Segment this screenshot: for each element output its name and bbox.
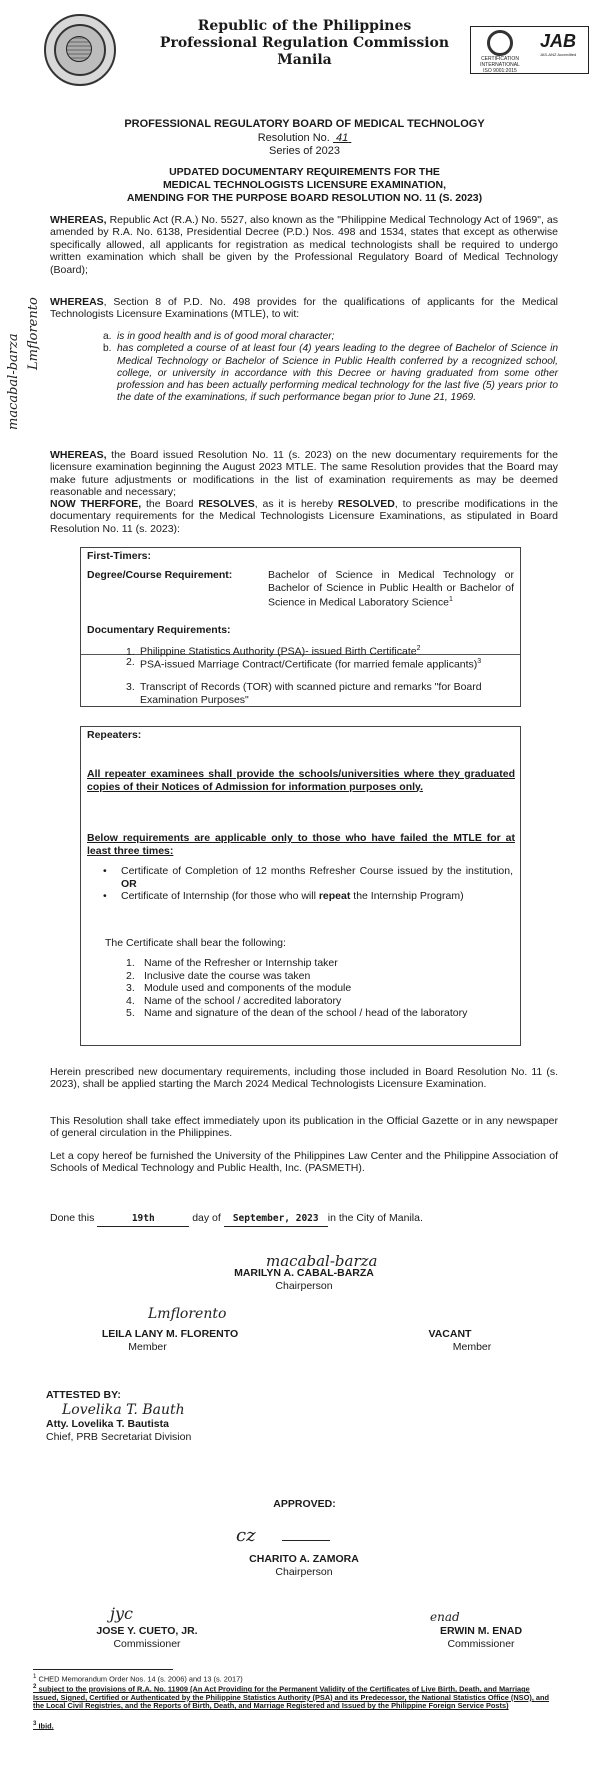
attested-signature: Lovelika T. Bauth	[62, 1402, 185, 1418]
list-item-text: is in good health and is of good moral character;	[117, 331, 335, 342]
list-item-text: has completed a course of at least four (4) years leading to the degree of Bachelor of Science in Medical Technology or Bachelor of Science in Public Health conferred by a recognized school, college, or university in accordance with this Decree or having graduated from some other profession and has been actually performing medical technology for the last five (5) years prior to the date of the examinations, if such performance began prior to June 21, 1969.	[117, 343, 558, 404]
whereas-3-lead: WHEREAS,	[50, 449, 107, 461]
footnote-1-text: CHED Memorandum Order Nos. 14 (s. 2006) and 13 (s. 2017)	[38, 1674, 243, 1684]
cert1-or: OR	[121, 877, 137, 890]
repeaters-heading: Repeaters:	[87, 729, 142, 741]
repeaters-notice: All repeater examinees shall provide the schools/universities where they graduated copies of their Notices of Admission for information purposes only.	[87, 768, 515, 793]
resolves-mid1: the Board	[141, 498, 199, 510]
doc-num: 2.	[126, 656, 135, 668]
signature-stroke	[282, 1540, 330, 1541]
resolves-lead: NOW THERFORE,	[50, 498, 142, 510]
first-timers-heading: First-Timers:	[87, 550, 151, 562]
list-item	[103, 343, 558, 404]
iso-cert-logo	[475, 30, 525, 74]
cert2-post: the Internship Program)	[350, 890, 464, 902]
cert-requirement-2	[103, 890, 513, 903]
done-post: in the City of Manila.	[327, 1212, 423, 1224]
doc-item-2	[126, 656, 506, 671]
chair-role: Chairperson	[275, 1280, 333, 1292]
resolves-word: RESOLVES	[198, 498, 255, 510]
jab-mark: JAB	[539, 31, 576, 51]
whereas-1-text: Republic Act (R.A.) No. 5527, also known as the "Philippine Medical Technology Act of 1969", as amended by R.A. No. 6138, Presidential Decree (P.D.) Nos. 498 and 1534, states that except as otherwise specifically allowed, all applicants for registration as medical technologists shall be required to undergo written examination which shall be given by the Professional Regulatory Board of Medical Technology (Board);	[50, 214, 558, 276]
footnote-1-mark: 1	[33, 1673, 37, 1680]
jab-logo	[533, 30, 583, 70]
chair-signature: macabal-barza	[266, 1252, 378, 1270]
footnote-3-text: Ibid.	[38, 1721, 54, 1731]
title-line-3: AMENDING FOR THE PURPOSE BOARD RESOLUTION NO. 11 (S. 2023)	[126, 192, 483, 204]
qualifications-list	[103, 331, 558, 405]
bullet-icon: •	[103, 890, 107, 902]
commissioner1-name: JOSE Y. CUETO, JR.	[96, 1625, 198, 1637]
list-item-text: Module used and components of the module	[144, 982, 352, 994]
resolves-mid2: , as it is hereby	[254, 498, 338, 510]
cert1-label: CERTIFICATION INTERNATIONAL	[480, 56, 520, 68]
done-month: September, 2023	[224, 1213, 328, 1227]
resolution-label: Resolution No.	[257, 132, 330, 144]
whereas-2-text: , Section 8 of P.D. No. 498 provides for the qualifications of applicants for the Medical Technologists Licensure Examinations (MTLE), to wit:	[50, 296, 558, 321]
approved-heading: APPROVED:	[273, 1498, 336, 1510]
letterhead-commission: Professional Regulation Commission	[159, 35, 450, 51]
list-marker: b.	[103, 343, 112, 355]
list-marker: a.	[103, 331, 112, 342]
docs-heading: Documentary Requirements:	[87, 624, 231, 636]
degree-text-value: Bachelor of Science in Medical Technology or Bachelor of Science in Public Health or Bachelor of Science in Medical Laboratory Science	[268, 569, 514, 609]
attested-name: Atty. Lovelika T. Bautista	[46, 1418, 169, 1430]
footnote-rule	[33, 1669, 173, 1670]
cert2-pre: Certificate of Internship (for those who will	[121, 890, 319, 902]
done-mid: day of	[192, 1212, 221, 1224]
cert-check-icon	[487, 30, 513, 56]
repeaters-box	[80, 726, 521, 1046]
doc-text: PSA-issued Marriage Contract/Certificate (for married female applicants)	[140, 658, 478, 671]
list-item	[126, 995, 516, 1008]
done-pre: Done this	[50, 1212, 95, 1224]
letterhead-republic: Republic of the Philippines	[197, 18, 412, 34]
cert1-text: Certificate of Completion of 12 months Refresher Course issued by the institution,	[121, 865, 513, 877]
chair-name: MARILYN A. CABAL-BARZA	[234, 1267, 374, 1279]
approved-role: Chairperson	[275, 1566, 333, 1578]
doc-footnote-ref: 2	[416, 645, 421, 652]
member1-role: Member	[128, 1341, 167, 1353]
resolved-word: RESOLVED	[337, 498, 395, 510]
footnote-2	[33, 1683, 553, 1711]
cert2-bold: repeat	[318, 890, 351, 902]
list-item-text: Inclusive date the course was taken	[144, 969, 311, 982]
footnote-3	[33, 1720, 553, 1731]
resolution-num-value: 41	[335, 132, 349, 144]
list-item	[103, 331, 558, 343]
doc-footnote-ref: 3	[477, 658, 482, 665]
effect-paragraph: This Resolution shall take effect immediately upon its publication in the Official Gazette or in any newspaper of general circulation in the Philippines.	[50, 1115, 558, 1140]
title-line-2: MEDICAL TECHNOLOGISTS LICENSURE EXAMINATION,	[162, 179, 447, 191]
whereas-3	[50, 449, 558, 499]
doc-text: Transcript of Records (TOR) with scanned picture and remarks "for Board Examination Purposes"	[140, 681, 482, 706]
title-line-1: UPDATED DOCUMENTARY REQUIREMENTS FOR THE	[169, 166, 440, 178]
doc-num: 3.	[126, 681, 135, 693]
commissioner2-name: ERWIN M. ENAD	[439, 1625, 523, 1637]
resolution-series: Series of 2023	[269, 145, 340, 157]
list-marker: 3.	[126, 982, 135, 994]
first-timers-box	[80, 547, 521, 707]
list-item	[126, 1007, 516, 1020]
cert-requirement-1	[103, 865, 513, 890]
member2-role: Member	[452, 1341, 492, 1353]
list-marker: 1.	[126, 957, 135, 969]
list-item-text: Name and signature of the dean of the school / head of the laboratory	[144, 1007, 468, 1019]
certification-logos	[470, 26, 589, 74]
letterhead-city: Manila	[277, 52, 332, 68]
cert1-iso: ISO 9001:2015	[483, 68, 517, 74]
approved-name: CHARITO A. ZAMORA	[249, 1553, 359, 1565]
attested-role: Chief, PRB Secretariat Division	[46, 1431, 192, 1443]
done-line	[50, 1212, 558, 1227]
doc-text: Philippine Statistics Authority (PSA)- issued Birth Certificate	[140, 645, 417, 658]
whereas-1	[50, 214, 558, 276]
member2-name: VACANT	[428, 1328, 472, 1340]
doc-num: 1.	[126, 645, 135, 658]
list-marker: 2.	[126, 969, 135, 982]
whereas-1-lead: WHEREAS,	[50, 214, 107, 226]
degree-footnote-ref: 1	[448, 596, 453, 603]
footnote-3-mark: 3	[33, 1720, 37, 1727]
whereas-2	[50, 296, 558, 321]
whereas-3-text: the Board issued Resolution No. 11 (s. 2023) on the new documentary requirements for the licensure examination beginning the August 2023 MTLE. The same Resolution provides that the Board may make future adjustments or modifications in the list of examination requirements as may be deemed reasonable and necessary;	[50, 449, 558, 499]
certificate-items	[126, 957, 516, 1020]
member1-name: LEILA LANY M. FLORENTO	[101, 1328, 239, 1340]
commissioner1-signature: jyc	[110, 1604, 133, 1623]
list-item	[126, 957, 516, 970]
repeaters-below: Below requirements are applicable only to those who have failed the MTLE for at least three times:	[87, 832, 515, 857]
margin-signature-1: macabal-barza	[6, 333, 21, 430]
margin-signature-2: Lmflorento	[26, 297, 41, 370]
board-name: PROFESSIONAL REGULATORY BOARD OF MEDICAL TECHNOLOGY	[124, 118, 485, 130]
resolution-number	[0, 132, 609, 145]
resolves-paragraph	[50, 498, 558, 535]
doc-item-3	[126, 681, 506, 706]
footnote-2-text: subject to the provisions of R.A. No. 11909 (An Act Providing for the Permanent Validity of the Certificates of Live Birth, Death, and Marriage Issued, Signed, Certified or Authenticated by the Philippine Statistics Authority (PSA) and its Predecessor, the National Statistics Office (NSO), and the Local Civil Registries, and the Reports of Birth, Death, and Marriage Registered and Issued by the Philippine Foreign Service Posts)	[33, 1684, 550, 1711]
certificate-bear: The Certificate shall bear the following:	[105, 937, 286, 949]
commissioner2-role: Commissioner	[447, 1638, 515, 1650]
copy-paragraph: Let a copy hereof be furnished the University of the Philippines Law Center and the Philippine Association of Schools of Medical Technology and Public Health, Inc. (PASMETH).	[50, 1150, 558, 1175]
footnote-2-mark: 2	[33, 1683, 37, 1690]
resolves-tail: , to prescribe modifications in the documentary requirements for the Medical Technologists Licensure Examinations, as stipulated in Board Resolution No. 11 (s. 2023):	[50, 498, 559, 535]
whereas-2-lead: WHEREAS	[50, 296, 104, 308]
done-day: 19th	[97, 1213, 189, 1227]
commissioner1-role: Commissioner	[113, 1638, 181, 1650]
degree-label: Degree/Course Requirement:	[87, 569, 233, 581]
approved-signature: cz	[236, 1525, 256, 1546]
list-marker: 5.	[126, 1007, 135, 1019]
list-item-text: Name of the school / accredited laboratory	[144, 994, 342, 1007]
commissioner2-signature: enad	[430, 1610, 460, 1624]
cert2-label: JAS-ANZ Accredited	[539, 52, 577, 57]
list-marker: 4.	[126, 994, 135, 1007]
bullet-icon: •	[103, 865, 107, 877]
attested-heading: ATTESTED BY:	[46, 1389, 121, 1401]
herein-paragraph: Herein prescribed new documentary requirements, including those included in Board Resolution No. 11 (s. 2023), shall be applied starting the March 2024 Medical Technologists Licensure Examination.	[50, 1066, 558, 1091]
list-item-text: Name of the Refresher or Internship taker	[144, 957, 338, 969]
member1-signature: Lmflorento	[148, 1306, 227, 1322]
list-item	[126, 982, 516, 995]
degree-text	[268, 569, 514, 609]
list-item	[126, 970, 516, 983]
